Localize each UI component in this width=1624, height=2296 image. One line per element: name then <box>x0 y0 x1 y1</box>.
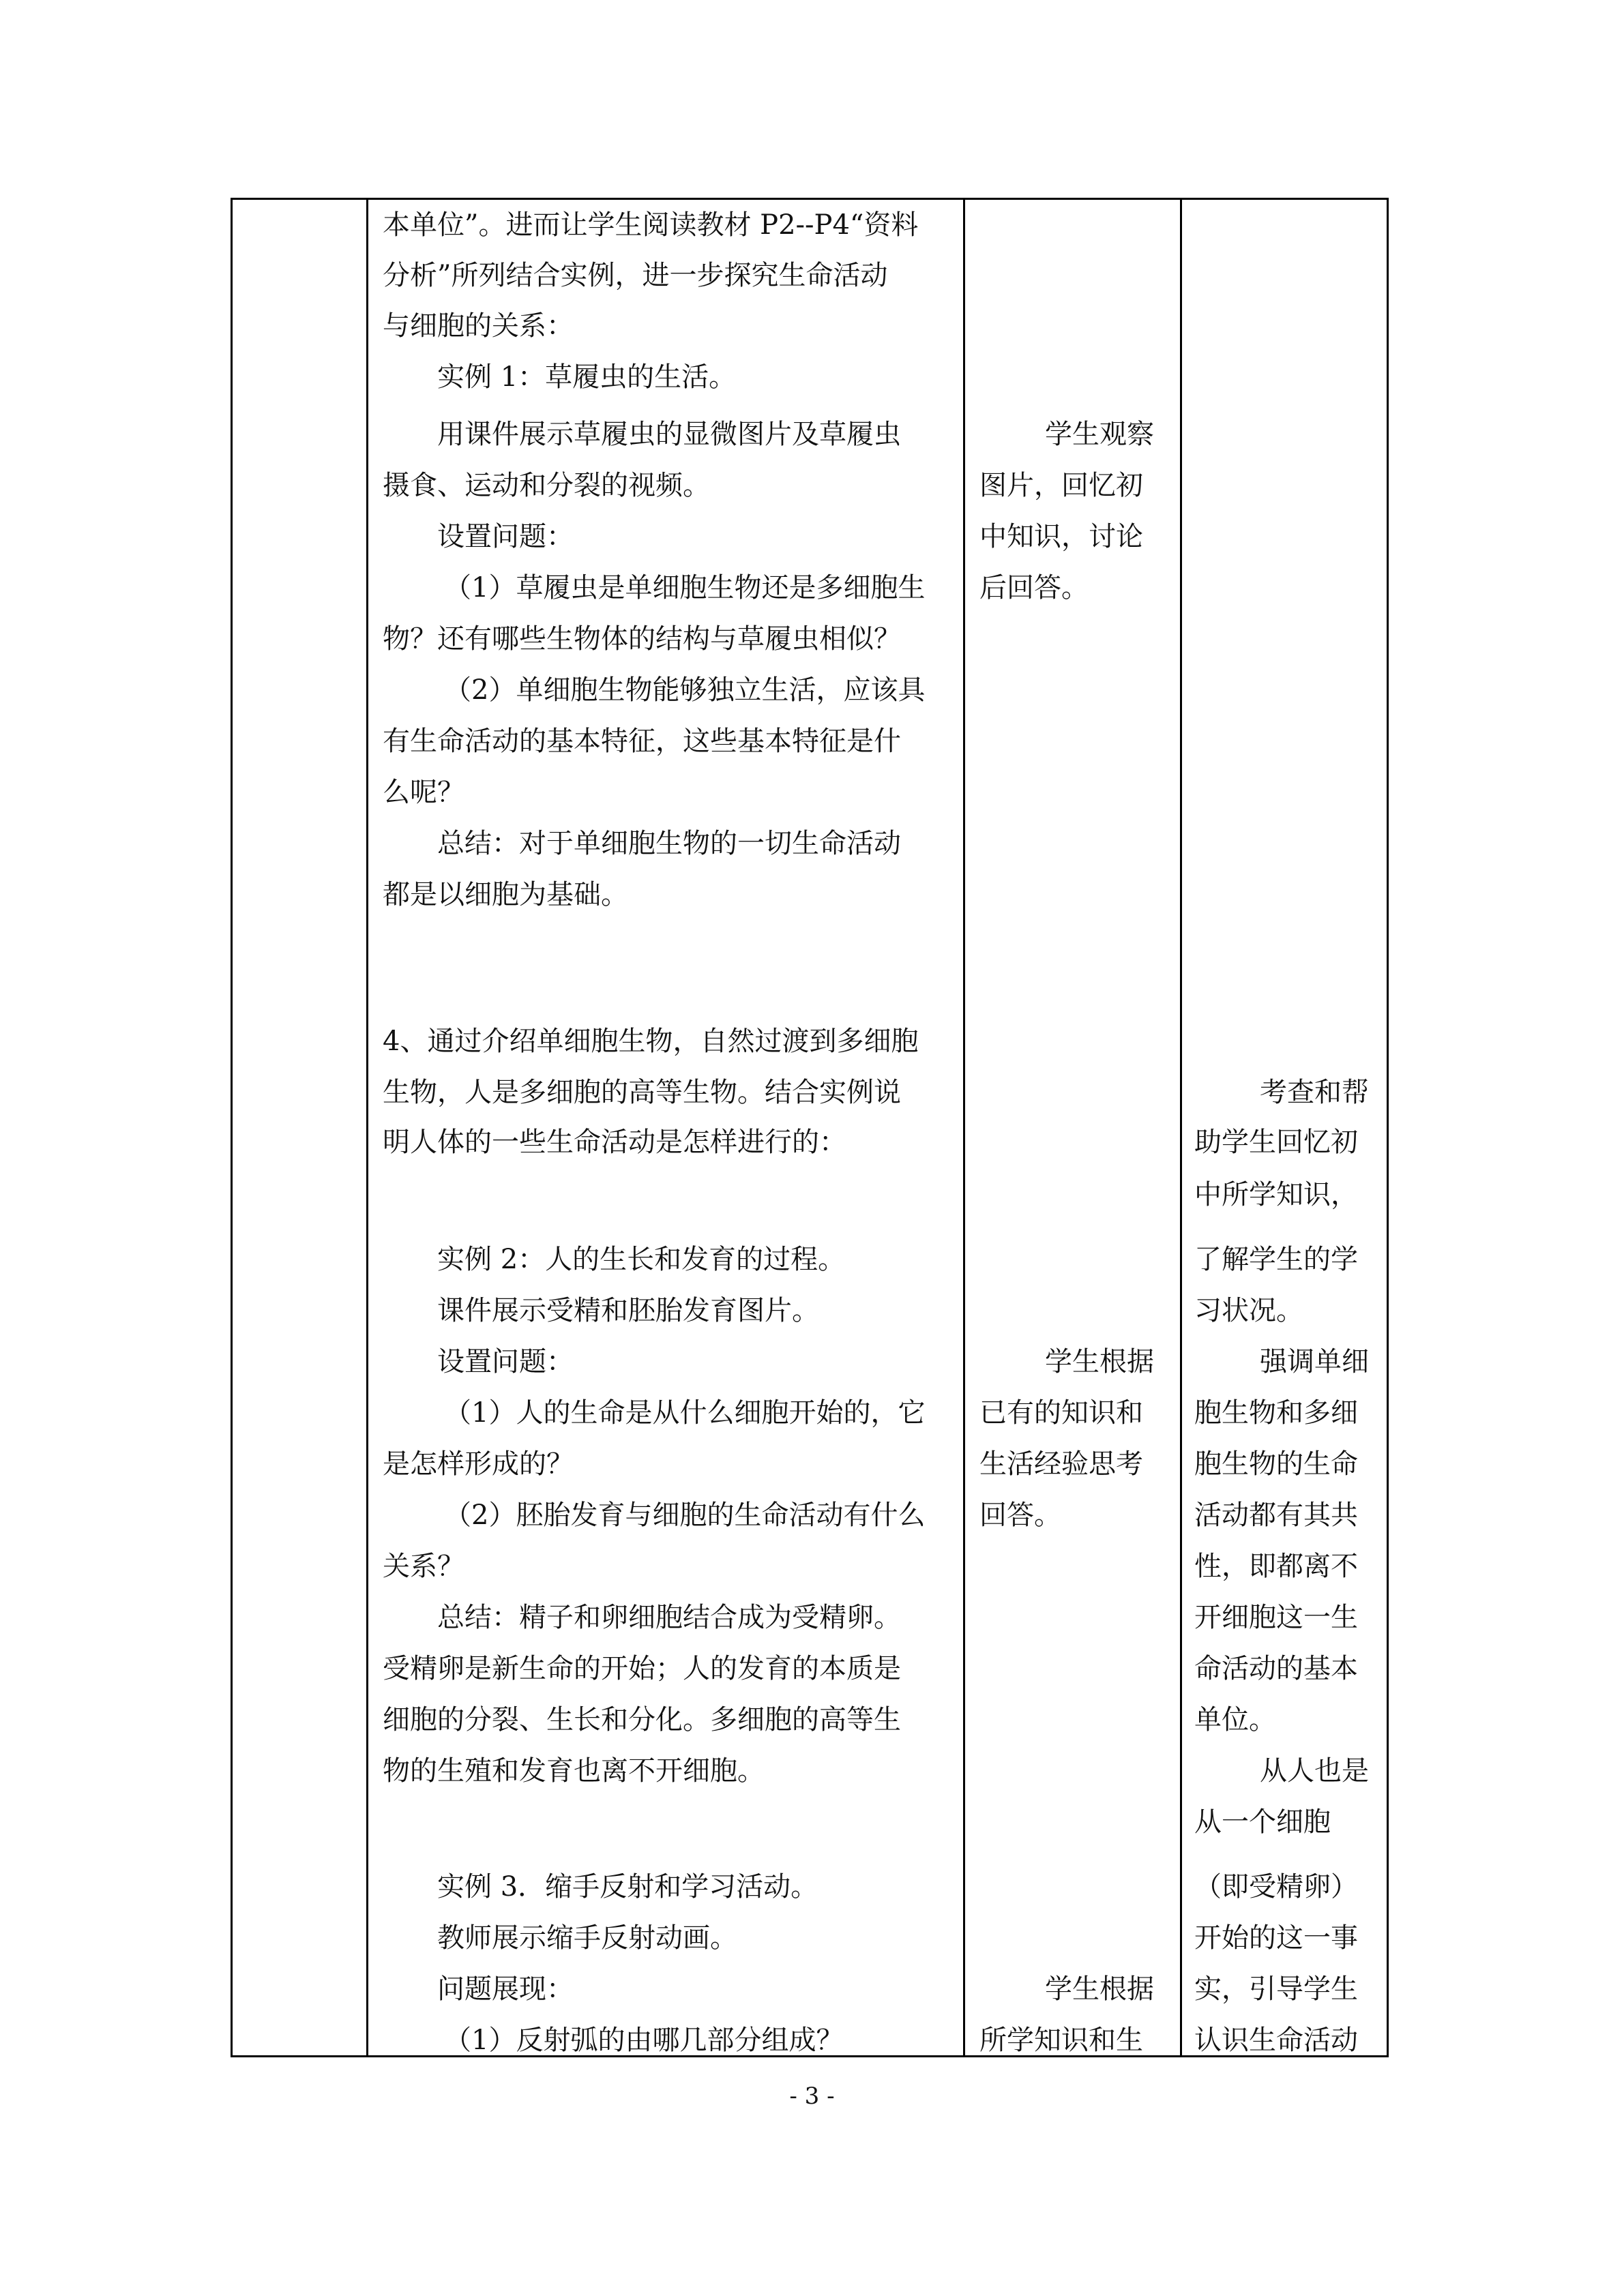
text-line: 分析”所列结合实例，进一步探究生命活动 <box>383 260 888 291</box>
table-divider <box>366 200 368 2055</box>
text-line: 已有的知识和 <box>979 1397 1143 1429</box>
text-line: 生活经验思考 <box>979 1448 1143 1480</box>
text-line: 受精卵是新生命的开始；人的发育的本质是 <box>383 1653 901 1684</box>
text-line: 助学生回忆初 <box>1194 1127 1358 1158</box>
text-line: 学生根据 <box>1045 1973 1154 2005</box>
text-line: 从一个细胞 <box>1194 1806 1331 1838</box>
text-line: 总结：对于单细胞生物的一切生命活动 <box>437 828 901 859</box>
text-line: 活动都有其共 <box>1194 1500 1358 1531</box>
text-line: 用课件展示草履虫的显微图片及草履虫 <box>437 419 901 450</box>
text-line: 开细胞这一生 <box>1194 1602 1358 1633</box>
lesson-plan-table <box>231 198 1389 2057</box>
text-line: 回答。 <box>979 1500 1061 1531</box>
text-line: 实例 1：草履虫的生活。 <box>437 361 737 393</box>
text-line: 实例 2：人的生长和发育的过程。 <box>437 1244 846 1275</box>
text-line: 是怎样形成的？ <box>383 1448 574 1480</box>
text-line: 实例 3．缩手反射和学习活动。 <box>437 1871 818 1903</box>
text-line: 细胞的分裂、生长和分化。多细胞的高等生 <box>383 1704 901 1735</box>
text-line: 总结：精子和卵细胞结合成为受精卵。 <box>437 1602 901 1633</box>
text-line: 性，即都离不 <box>1194 1551 1358 1582</box>
text-line: 强调单细 <box>1260 1346 1369 1377</box>
text-line: 明人体的一些生命活动是怎样进行的： <box>383 1127 846 1158</box>
text-line: 认识生命活动 <box>1194 2025 1358 2056</box>
text-line: 有生命活动的基本特征，这些基本特征是什 <box>383 726 901 757</box>
text-line: 摄食、运动和分裂的视频。 <box>383 470 710 501</box>
table-divider <box>1180 200 1182 2055</box>
text-line: 图片，回忆初 <box>979 470 1143 501</box>
text-line: 胞生物的生命 <box>1194 1448 1358 1480</box>
text-line: 本单位”。进而让学生阅读教材 P2--P4“资料 <box>383 209 919 241</box>
text-line: 生物，人是多细胞的高等生物。结合实例说 <box>383 1077 901 1108</box>
text-line: 教师展示缩手反射动画。 <box>437 1922 737 1954</box>
column-design-intent <box>1194 200 1385 2055</box>
text-line: 课件展示受精和胚胎发育图片。 <box>437 1295 819 1326</box>
text-line: 考查和帮 <box>1260 1077 1369 1108</box>
text-line: 与细胞的关系： <box>383 310 574 342</box>
text-line: 胞生物和多细 <box>1194 1397 1358 1429</box>
text-line: （2）单细胞生物能够独立生活，应该具 <box>444 674 926 706</box>
text-line: 所学知识和生 <box>979 2025 1143 2056</box>
text-line: 物？还有哪些生物体的结构与草履虫相似？ <box>383 623 901 655</box>
text-line: 中所学知识， <box>1194 1179 1358 1210</box>
page-number: - 3 - <box>789 2083 835 2110</box>
column-teacher-activity <box>383 200 956 2055</box>
text-line: 学生观察 <box>1045 419 1154 450</box>
text-line: 后回答。 <box>979 572 1089 603</box>
text-line: （2）胚胎发育与细胞的生命活动有什么 <box>444 1500 926 1531</box>
text-line: 单位。 <box>1194 1704 1276 1735</box>
text-line: 物的生殖和发育也离不开细胞。 <box>383 1755 765 1787</box>
text-line: 学生根据 <box>1045 1346 1154 1377</box>
text-line: 开始的这一事 <box>1194 1922 1358 1954</box>
text-line: 设置问题： <box>437 1346 574 1377</box>
text-line: 关系？ <box>383 1551 464 1582</box>
text-line: 中知识，讨论 <box>979 521 1143 552</box>
text-line: 习状况。 <box>1194 1295 1303 1326</box>
text-line: （1）人的生命是从什么细胞开始的，它 <box>444 1397 926 1429</box>
text-line: 么呢？ <box>383 777 464 808</box>
text-line: 设置问题： <box>437 521 574 552</box>
text-line: 了解学生的学 <box>1194 1244 1358 1275</box>
text-line: （即受精卵） <box>1194 1871 1358 1903</box>
text-line: 4、通过介绍单细胞生物，自然过渡到多细胞 <box>383 1026 919 1057</box>
text-line: （1）草履虫是单细胞生物还是多细胞生 <box>444 572 926 603</box>
column-student-activity <box>979 200 1174 2055</box>
table-divider <box>963 200 965 2055</box>
text-line: 都是以细胞为基础。 <box>383 879 628 910</box>
text-line: 问题展现： <box>437 1973 574 2005</box>
text-line: 从人也是 <box>1260 1755 1369 1787</box>
text-line: 实，引导学生 <box>1194 1973 1358 2005</box>
text-line: 命活动的基本 <box>1194 1653 1358 1684</box>
text-line: （1）反射弧的由哪几部分组成？ <box>444 2025 844 2056</box>
